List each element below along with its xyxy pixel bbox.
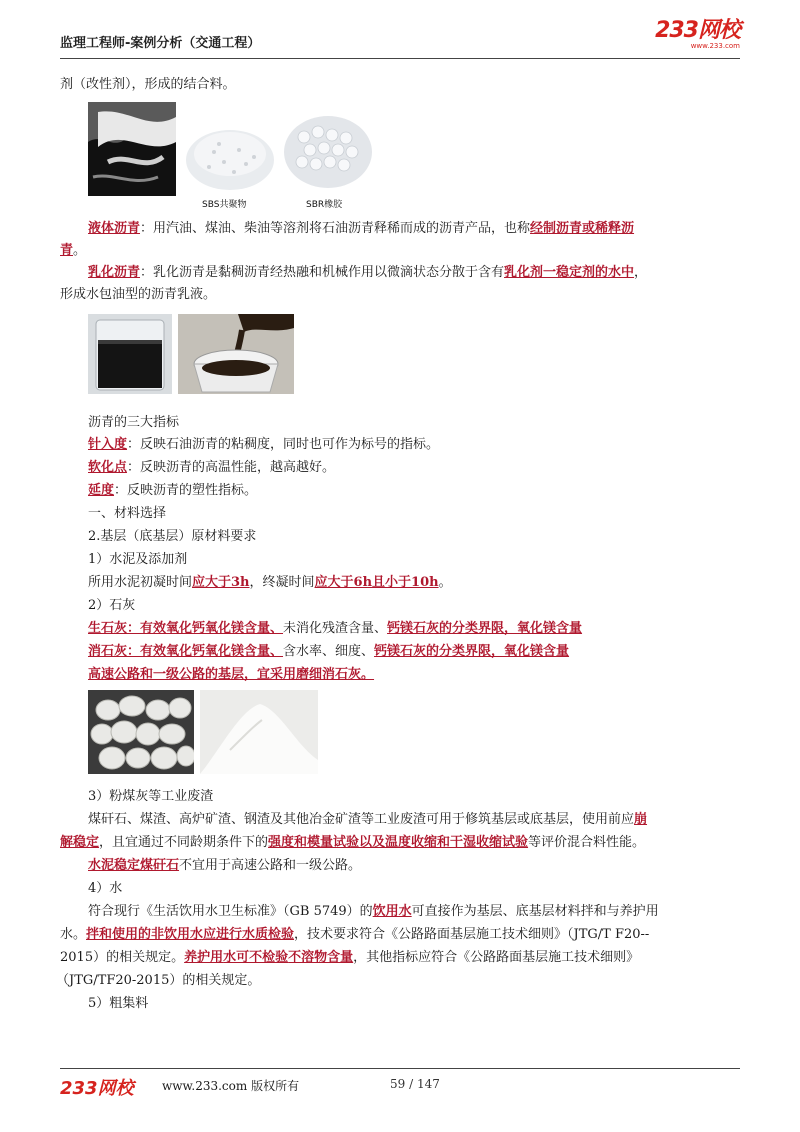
- page-number: 59 / 147: [390, 1077, 440, 1091]
- text-span: 2015）的相关规定。: [60, 950, 185, 965]
- text-span: ：反映沥青的塑性指标。: [114, 483, 258, 498]
- text-span: ：乳化沥青是黏稠沥青经热融和机械作用以微滴状态分散于含有: [140, 265, 505, 280]
- text-span: 。: [73, 243, 87, 258]
- text-span: 可直接作为基层、底基层材料拌和与养护用: [411, 904, 659, 919]
- highlight-span: 应大于3h: [192, 575, 250, 590]
- subsection-heading: 4）水: [88, 881, 123, 896]
- cement-requirement: [88, 574, 452, 592]
- subsection-heading: 5）粗集料: [88, 996, 149, 1011]
- text-span: ，: [634, 265, 648, 280]
- water-line2: [60, 926, 649, 944]
- liquid-asphalt-line2: [60, 242, 86, 260]
- highlight-span: 强度和模量试验以及温度收缩和干湿收缩试验: [268, 835, 529, 850]
- term-liquid-asphalt: 液体沥青: [88, 221, 141, 236]
- highway-lime-line: [88, 666, 374, 684]
- text-span: 不宜用于高速公路和一级公路。: [179, 858, 362, 873]
- highlight-span: 磨细消石灰: [296, 667, 362, 682]
- text-span: 等评价混合料性能。: [528, 835, 646, 850]
- text-span: 含水率、细度、: [283, 644, 375, 659]
- brand-logo: [655, 20, 740, 50]
- section-heading: 2.基层（底基层）原材料要求: [88, 529, 257, 544]
- footer-divider: [60, 1068, 740, 1069]
- indicator-softening-point: [88, 459, 335, 477]
- highlight-span: 饮用水: [372, 904, 412, 919]
- indicators-title: 沥青的三大指标: [88, 415, 180, 430]
- highlight-span: 不溶物含量: [288, 950, 354, 965]
- industrial-waste-line2: [60, 834, 645, 852]
- highlight-span: 经制沥青或稀释沥: [530, 221, 635, 236]
- text-span: ，终凝时间: [249, 575, 315, 590]
- text-span: 所用水泥初凝时间: [88, 575, 193, 590]
- highlight-span: 煤矸石: [140, 858, 180, 873]
- term-penetration: 针入度: [88, 437, 128, 452]
- term-emulsified-asphalt: 乳化沥青: [88, 265, 141, 280]
- text-line: 剂（改性剂），形成的结合料。: [60, 77, 236, 92]
- highlight-span: 水可不检验: [223, 950, 289, 965]
- asphalt-pour-image: [88, 102, 176, 196]
- text-span: 水。: [60, 927, 87, 942]
- caption-sbr: SBR橡胶: [306, 200, 343, 210]
- logo-url: www.233.com: [690, 42, 740, 50]
- text-span: 煤矸石、煤渣、高炉矿渣、钢渣及其他冶金矿渣等工业废渣可用于修筑基层或底基层，使用前应: [88, 812, 635, 827]
- highlight-span: 解稳定: [60, 835, 100, 850]
- emulsified-asphalt-line2: 形成水包油型的沥青乳液。: [60, 287, 217, 302]
- industrial-waste-line1: [88, 811, 647, 829]
- caption-sbs: SBS共聚物: [202, 200, 247, 210]
- subsection-heading: 1）水泥及添加剂: [88, 552, 188, 567]
- sbr-pellets-image: [282, 102, 374, 192]
- water-line4: （JTG/TF20-2015）的相关规定。: [56, 973, 261, 988]
- term-ductility: 延度: [88, 483, 115, 498]
- highlight-span: 乳化剂一稳定剂的水中: [504, 265, 635, 280]
- highlight-span: 水泥稳定: [88, 858, 141, 873]
- header-divider: [60, 58, 740, 59]
- liquid-asphalt-line1: [88, 220, 634, 238]
- highlight-span: 钙镁石灰的分类界限，氧化镁含量: [374, 644, 570, 659]
- highlight-span: 。: [361, 667, 375, 682]
- text-span: ，技术要求符合《公路路面基层施工技术细则》（JTG/T F20--: [294, 927, 650, 942]
- section-heading: 一、材料选择: [88, 506, 167, 521]
- text-span: ，且宜通过不同龄期条件下的: [99, 835, 269, 850]
- page-footer: [60, 1074, 740, 1098]
- sbs-granules-image: [184, 102, 276, 196]
- text-span: ：反映沥青的高温性能，越高越好。: [127, 460, 336, 475]
- emulsified-asphalt-line1: [88, 264, 647, 282]
- text-span: 。: [438, 575, 452, 590]
- slaked-lime-powder-image: [200, 690, 318, 774]
- water-line3: [60, 949, 639, 967]
- water-line1: [88, 903, 659, 921]
- indicator-ductility: [88, 482, 257, 500]
- asphalt-pouring-cup-image: [178, 314, 294, 394]
- industrial-waste-line3: [88, 857, 361, 875]
- logo-mark: 233网校: [655, 18, 740, 43]
- text-span: ：用汽油、煤油、柴油等溶剂将石油沥青释稀而成的沥青产品，也称: [140, 221, 531, 236]
- quicklime-line: [88, 620, 582, 638]
- footer-copyright-link[interactable]: www.233.com 版权所有: [162, 1079, 300, 1093]
- subsection-heading: 2）石灰: [88, 598, 136, 613]
- highlight-span: 消石灰：有效氧化钙氧化镁含量、: [88, 644, 284, 659]
- highlight-span: 崩: [634, 812, 648, 827]
- slaked-lime-line: [88, 643, 569, 661]
- highlight-span: 生石灰：有效氧化钙氧化镁含量、: [88, 621, 284, 636]
- highlight-span: 养护用: [184, 950, 224, 965]
- subsection-heading: 3）粉煤灰等工业废渣: [88, 789, 214, 804]
- page-header: [60, 18, 740, 58]
- text-span: 符合现行《生活饮用水卫生标准》（GB 5749）的: [88, 904, 373, 919]
- asphalt-beaker-image: [88, 314, 172, 394]
- quicklime-lumps-image: [88, 690, 194, 774]
- text-span: ，其他指标应符合《公路路面基层施工技术细则》: [353, 950, 640, 965]
- highlight-span: 高速公路和一级公路的基层，宜采用: [88, 667, 297, 682]
- text-span: 未消化残渣含量、: [283, 621, 388, 636]
- highlight-span: 拌和使用的非饮用水应进行水质检验: [86, 927, 295, 942]
- highlight-span: 应大于6h且小于10h: [314, 575, 439, 590]
- footer-logo: 233网校: [60, 1078, 134, 1099]
- header-title: 监理工程师-案例分析（交通工程）: [60, 36, 261, 51]
- highlight-span: 青: [60, 243, 74, 258]
- indicator-penetration: [88, 436, 439, 454]
- text-span: ：反映石油沥青的粘稠度，同时也可作为标号的指标。: [127, 437, 440, 452]
- term-softening-point: 软化点: [88, 460, 128, 475]
- highlight-span: 钙镁石灰的分类界限，氧化镁含量: [387, 621, 583, 636]
